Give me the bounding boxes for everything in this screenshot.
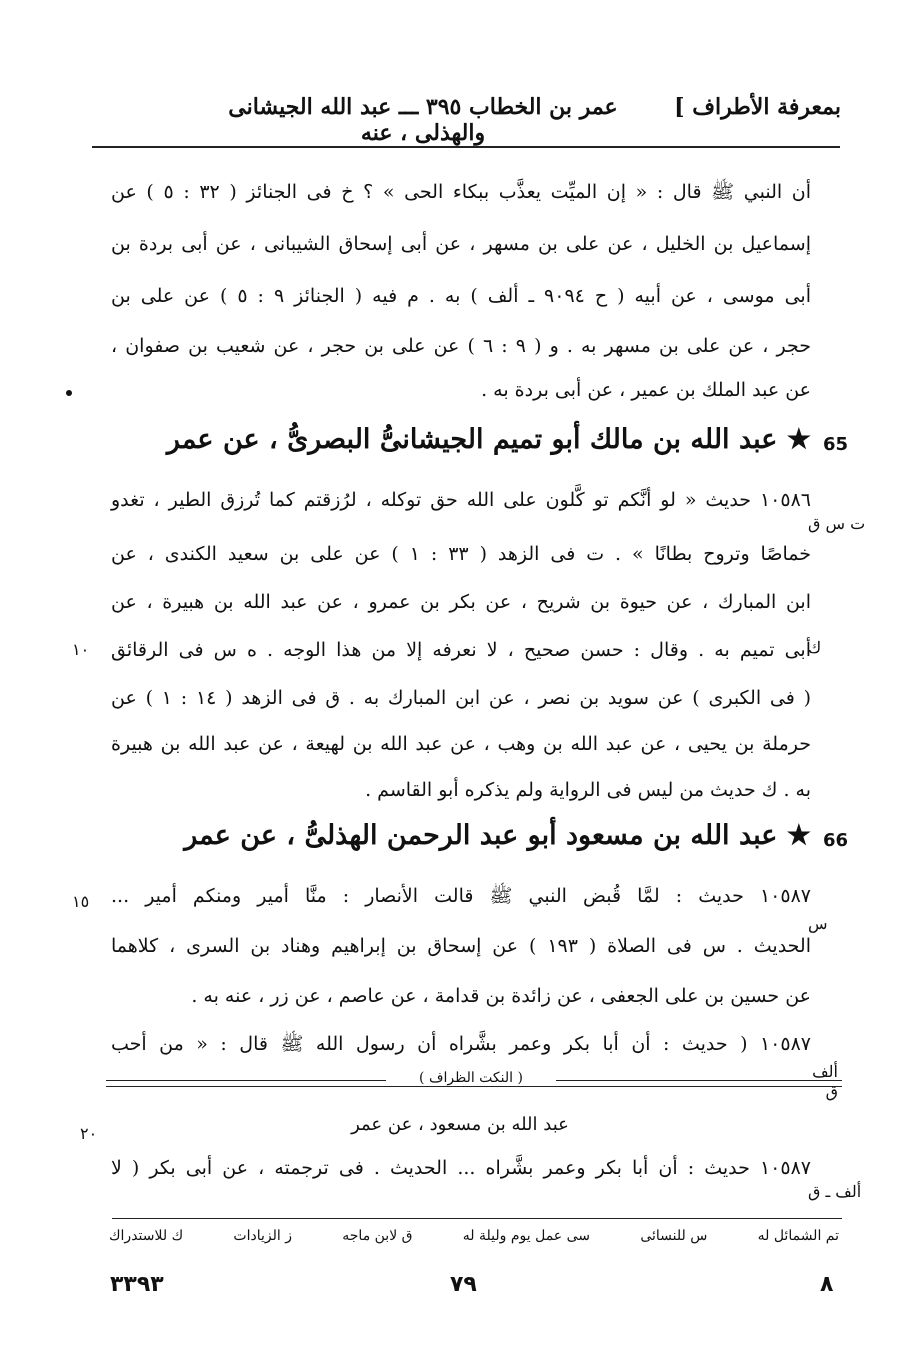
- header-right: بمعرفة الأطراف ]: [674, 94, 841, 120]
- sigla-legend: [109, 1228, 839, 1244]
- text-line: عن حسين بن على الجعفى ، عن زائدة بن قدامة ، عن عاصم ، عن زر ، عنه به .: [191, 985, 811, 1007]
- margin-sigla: س: [808, 914, 828, 933]
- legend-item: س للنسائى: [640, 1228, 708, 1244]
- legend-item: ك للاستدراك: [109, 1228, 184, 1244]
- margin-line-number: ١٠: [72, 640, 90, 659]
- page-number: ٧٩: [450, 1272, 477, 1297]
- nukat-line: ١٠٥٨٧ حديث : أن أبا بكر وعمر بشَّراه ... الحديث . فى ترجمته ، عن أبى بكر ( لا: [111, 1157, 811, 1179]
- margin-sigla: ألف ق: [812, 1062, 838, 1101]
- text-line: أن النبي ﷺ قال : « إن الميِّت يعذَّب ببكاء الحى » ؟ خ فى الجنائز ( ٣٢ : ٥ ) عن: [111, 181, 811, 203]
- legend-item: ق لابن ماجه: [342, 1228, 413, 1244]
- hadith-line: ١٠٥٨٦ حديث « لو أنَّكم تو كَّلون على الله حق توكله ، لرُزقتم كما تُرزق الطير ، تغدو: [111, 489, 811, 511]
- text-line: خماصًا وتروح بطانًا » . ت فى الزهد ( ٣٣ : ١ ) عن على بن سعيد الكندى ، عن: [111, 543, 811, 565]
- margin-sigla: ت س ق: [808, 514, 866, 533]
- entry-heading: ★ عبد الله بن مسعود أبو عبد الرحمن الهذلىُّ ، عن عمر: [184, 820, 811, 851]
- text-line: أبى تميم به . وقال : حسن صحيح ، لا نعرفه إلا من هذا الوجه . ه س فى الرقائق: [111, 639, 811, 661]
- footer-serial-number: ٣٣٩٣: [110, 1272, 164, 1297]
- text-line: عن عبد الملك بن عمير ، عن أبى بردة به .: [481, 379, 811, 401]
- legend-item: تم الشمائل له: [757, 1228, 839, 1244]
- hadith-line: ١٠٥٨٧ ( حديث : أن أبا بكر وعمر بشَّراه أن رسول الله ﷺ قال : « من أحب: [111, 1033, 811, 1055]
- margin-line-number: ١٥: [72, 892, 90, 911]
- running-header: [86, 94, 841, 146]
- legend-item: سى عمل يوم وليلة له: [462, 1228, 591, 1244]
- text-line: ( فى الكبرى ) عن سويد بن نصر ، عن ابن المبارك به . ق فى الزهد ( ١٤ : ١ ) عن: [111, 687, 811, 709]
- text-line: الحديث . س فى الصلاة ( ١٩٣ ) عن إسحاق بن إبراهيم وهناد بن السرى ، كلاهما: [111, 935, 811, 957]
- legend-item: ز الزيادات: [233, 1228, 292, 1244]
- text-line: أبى موسى ، عن أبيه ( ح ٩٠٩٤ ـ ألف ) به . م فيه ( الجنائز ٩ : ٥ ) عن على بن: [111, 285, 811, 307]
- text-line: إسماعيل بن الخليل ، عن على بن مسهر ، عن أبى إسحاق الشيبانى ، عن أبى بردة بن: [111, 233, 811, 255]
- hadith-line: ١٠٥٨٧ حديث : لمَّا قُبض النبي ﷺ قالت الأنصار : منَّا أمير ومنكم أمير ...: [111, 885, 811, 907]
- header-rule: [92, 146, 840, 148]
- margin-sigla: ألف ـ ق: [808, 1182, 862, 1201]
- text-line: حجر ، عن على بن مسهر به . و ( ٩ : ٦ ) عن على بن حجر ، عن شعيب بن صفوان ،: [111, 335, 811, 357]
- separator-label: ( النكت الظراف ): [386, 1070, 556, 1086]
- text-line: حرملة بن يحيى ، عن عبد الله بن وهب ، عن عبد الله بن لهيعة ، عن عبد الله بن هبيرة: [111, 733, 811, 755]
- entry-heading: ★ عبد الله بن مالك أبو تميم الجيشانىُّ البصرىُّ ، عن عمر: [166, 424, 811, 455]
- text-line: به . ك حديث من ليس فى الرواية ولم يذكره أبو القاسم .: [365, 779, 811, 801]
- margin-sigla: ك: [808, 638, 822, 657]
- footer-volume-number: ٨: [820, 1272, 834, 1297]
- separator-line: [106, 1086, 842, 1087]
- entry-number: 65: [823, 434, 849, 455]
- entry-number: 66: [823, 830, 849, 851]
- footnote-rule: [112, 1218, 842, 1219]
- header-center: عمر بن الخطاب ٣٩٥ ـــ عبد الله الجيشانى والهذلى ، عنه: [228, 94, 618, 146]
- margin-dot: [66, 390, 72, 396]
- nukat-heading: عبد الله بن مسعود ، عن عمر: [351, 1114, 569, 1135]
- margin-line-number: ٢٠: [80, 1124, 98, 1143]
- text-line: ابن المبارك ، عن حيوة بن شريح ، عن بكر بن عمرو ، عن عبد الله بن هبيرة ، عن: [111, 591, 811, 613]
